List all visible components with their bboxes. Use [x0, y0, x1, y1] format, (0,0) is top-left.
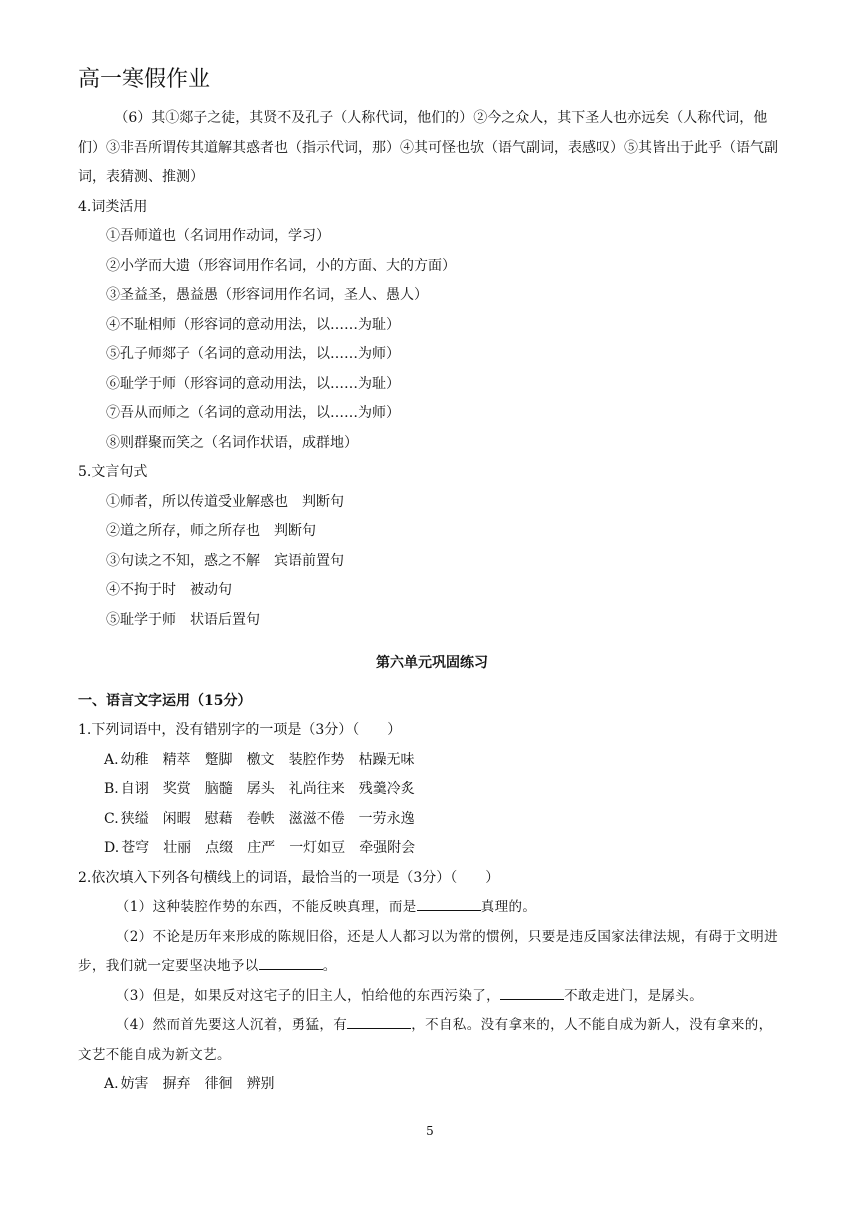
page-content	[78, 104, 786, 1100]
option-word: 精萃	[162, 751, 191, 768]
option-word: 苍穹	[121, 840, 150, 856]
list-item: ⑦吾从而师之（名词的意动用法，以……为师）	[106, 405, 400, 421]
list-item: ⑧则群聚而笑之（名词作状语，成群地）	[106, 434, 358, 451]
list-item: ⑤孔子师郯子（名词的意动用法，以……为师）	[106, 346, 400, 362]
sentence-type: 宾语前置句	[274, 552, 344, 569]
option-word: 装腔作势	[288, 751, 345, 768]
option-word: 徘徊	[204, 1076, 233, 1092]
option-word: 枯躁无味	[358, 751, 415, 768]
unit-title: 第六单元巩固练习	[376, 655, 488, 671]
fill-blank	[500, 987, 564, 1000]
sentence-text: ②道之所存，师之所存也	[106, 523, 260, 539]
sentence-text: （3）但是，如果反对这宅子的旧主人，怕给他的东西污染了，	[115, 987, 501, 1004]
list-item	[78, 517, 786, 547]
q2-option-a	[78, 1070, 786, 1100]
sentence-type: 判断句	[274, 523, 316, 539]
option-word: 幼稚	[120, 751, 149, 768]
sentence-text: （4）然而首先要这人沉着，勇猛，有	[115, 1017, 348, 1033]
option-label: A.	[104, 1076, 119, 1092]
option-word: 一劳永逸	[358, 810, 415, 827]
option-word: 一灯如豆	[289, 840, 346, 856]
q1-option-b	[78, 775, 786, 805]
sentence-type: 状语后置句	[190, 611, 260, 628]
option-word: 狭缢	[120, 810, 149, 827]
option-word: 庄严	[247, 840, 276, 856]
sentence-text: ⑤耻学于师	[106, 611, 176, 628]
section6-paragraph: （6）其①郯子之徒，其贤不及孔子（人称代词，他们的）②今之众人，其下圣人也亦远矣（人称代词，他们）③非吾所谓传其道解其惑者也（指示代词，那）④其可怪也欤（语气副词，表感叹）⑤其皆出于此乎（语气副词，表猜测、推测）	[78, 110, 778, 185]
q1-option-d	[78, 834, 786, 864]
option-label: A.	[104, 751, 119, 768]
option-word: 孱头	[246, 781, 275, 797]
fill-blank	[417, 898, 481, 911]
option-word: 卷帙	[246, 810, 275, 827]
option-word: 点缀	[205, 840, 234, 856]
part1-heading: 一、语言文字运用（15分）	[78, 692, 252, 709]
sentence-text: ，不自私。没有拿来的，人不能自成为新人，没有拿来的，文艺不能自成为新文艺。	[78, 1017, 773, 1063]
option-label: B.	[104, 781, 119, 797]
list-item: ①吾师道也（名词用作动词，学习）	[106, 228, 330, 244]
fill-blank	[347, 1016, 411, 1029]
q2-sentence-4	[78, 1011, 786, 1070]
option-word: 壮丽	[163, 840, 192, 856]
question-1-stem: 1.下列词语中，没有错别字的一项是（3分）（ ）	[78, 722, 402, 738]
option-word: 妨害	[120, 1076, 149, 1092]
sentence-text: 不敢走进门，是孱头。	[564, 987, 704, 1004]
list-item: ④不耻相师（形容词的意动用法，以……为耻）	[106, 316, 400, 333]
q2-sentence-3	[78, 982, 786, 1012]
option-word: 慰藉	[204, 810, 233, 827]
q1-option-c	[78, 805, 786, 835]
list-item	[78, 606, 786, 636]
option-word: 檄文	[246, 751, 275, 768]
option-word: 脑髓	[204, 781, 233, 797]
option-word: 闲暇	[162, 810, 191, 827]
list-item	[78, 547, 786, 577]
sentence-type: 被动句	[190, 582, 232, 598]
section5-heading: 5.文言句式	[78, 464, 148, 480]
q2-sentence-1	[78, 893, 786, 923]
sentence-text: 真理的。	[480, 899, 537, 915]
section4-heading: 4.词类活用	[78, 198, 148, 215]
option-word: 自诩	[120, 781, 149, 797]
sentence-text: ④不拘于时	[106, 582, 176, 598]
list-item: ⑥耻学于师（形容词的意动用法，以……为耻）	[106, 375, 400, 392]
list-item: ②小学而大遗（形容词用作名词，小的方面、大的方面）	[106, 257, 456, 274]
q2-sentence-2	[78, 923, 786, 982]
option-word: 蹩脚	[204, 751, 233, 768]
sentence-text: ③句读之不知，惑之不解	[106, 552, 260, 569]
option-word: 礼尚往来	[288, 781, 345, 797]
page-number: 5	[426, 1124, 434, 1138]
option-label: C.	[104, 810, 119, 827]
sentence-text: （1）这种装腔作势的东西，不能反映真理，而是	[115, 899, 417, 915]
option-word: 残羹冷炙	[358, 781, 415, 797]
option-word: 摒弃	[162, 1076, 191, 1092]
option-word: 奖赏	[162, 781, 191, 797]
sentence-text: 。	[322, 958, 337, 974]
question-2-stem: 2.依次填入下列各句横线上的词语，最恰当的一项是（3分）（ ）	[78, 869, 500, 886]
fill-blank	[259, 957, 323, 970]
option-word: 辨别	[246, 1076, 275, 1092]
sentence-text: ①师者，所以传道受业解惑也	[106, 493, 288, 510]
list-item	[78, 576, 786, 606]
option-word: 牵强附会	[359, 840, 416, 856]
option-word: 滋滋不倦	[288, 810, 345, 827]
option-label: D.	[104, 840, 120, 856]
list-item	[78, 488, 786, 518]
sentence-type: 判断句	[302, 493, 344, 510]
list-item: ③圣益圣，愚益愚（形容词用作名词，圣人、愚人）	[106, 287, 428, 303]
page-header: 高一寒假作业	[78, 67, 211, 92]
q1-option-a	[78, 746, 786, 776]
sentence-text: （2）不论是历年来形成的陈规旧俗，还是人人都习以为常的惯例，只要是违反国家法律法规，有碍于文明进步，我们就一定要坚决地予以	[78, 928, 779, 974]
